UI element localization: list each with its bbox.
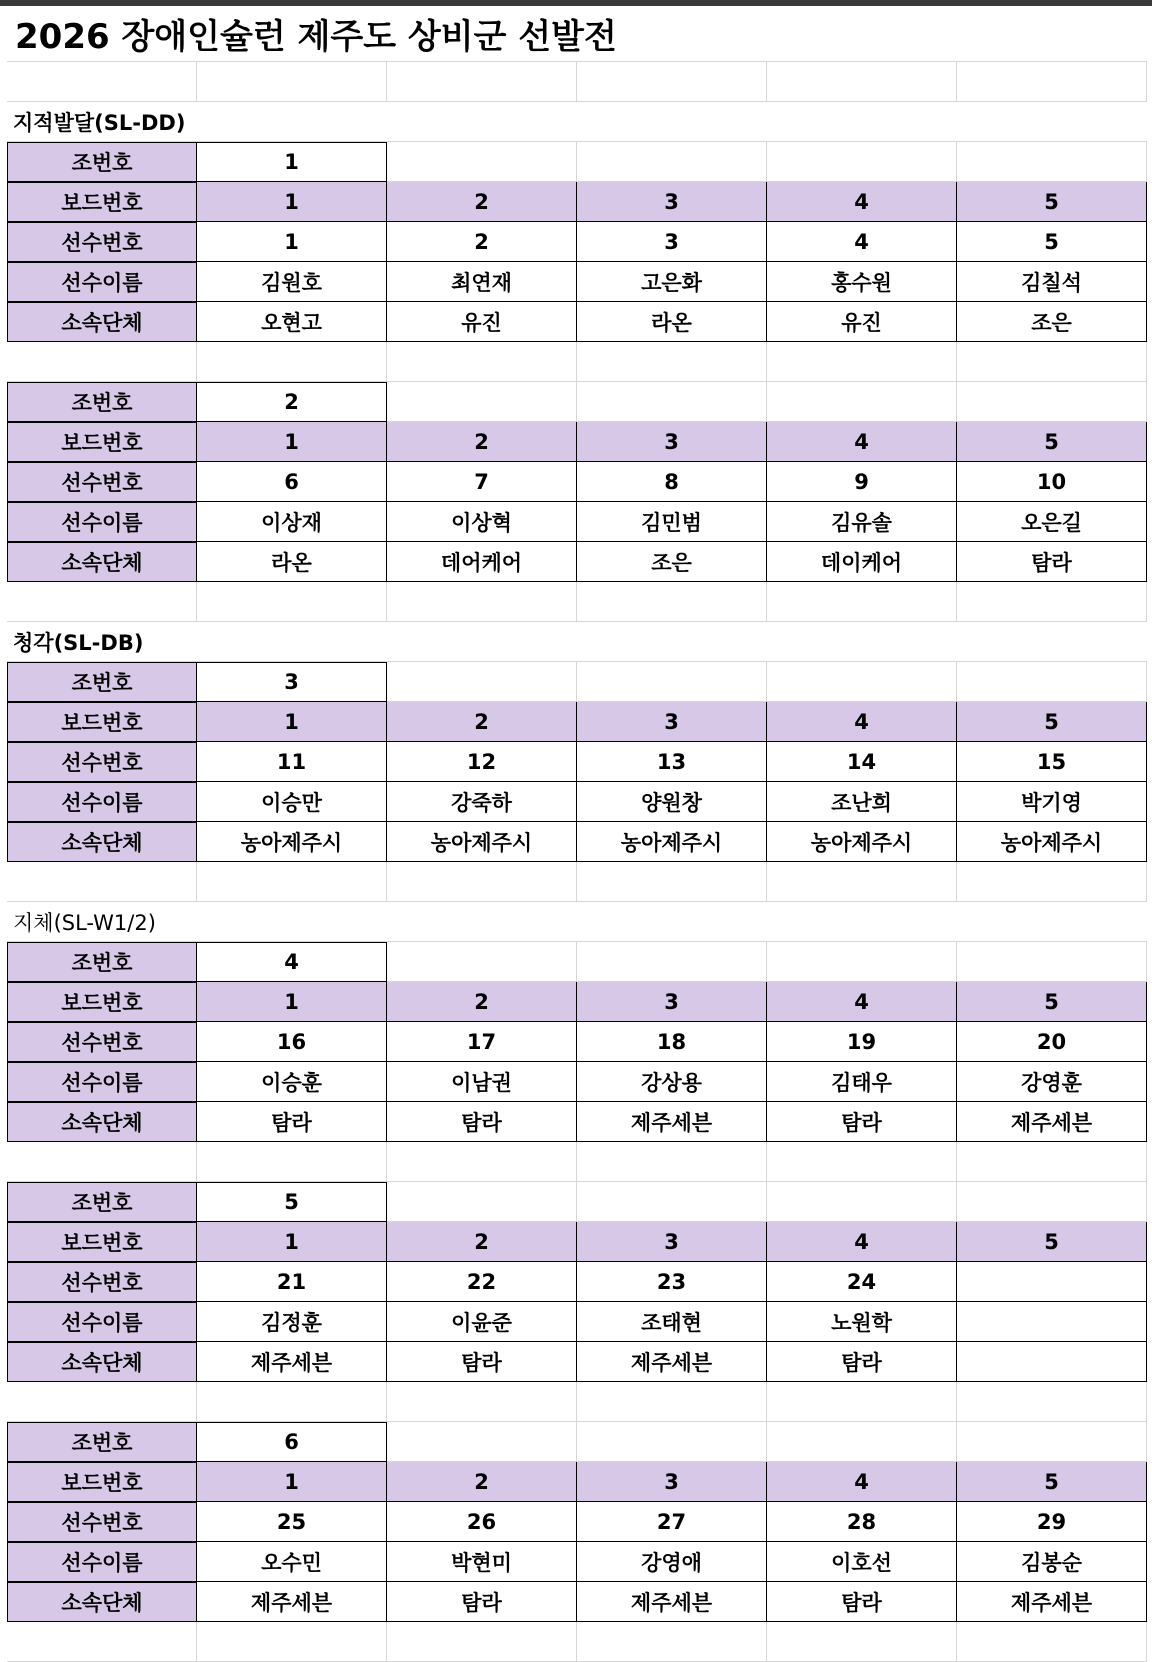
player-no-row-cell[interactable]: 5 (957, 222, 1147, 262)
empty-cell[interactable] (577, 662, 767, 702)
title-row (0, 6, 1152, 62)
board-row-cell[interactable]: 1 (197, 702, 387, 742)
affiliation-row-cell[interactable]: 데이케어 (767, 542, 957, 582)
player-name-row-cell[interactable]: 강상용 (577, 1062, 767, 1102)
empty-cell[interactable] (767, 142, 957, 182)
player-no-row-cell[interactable]: 3 (577, 222, 767, 262)
affiliation-row (0, 822, 1152, 862)
empty-cell[interactable] (387, 142, 577, 182)
player-no-row-cell[interactable]: 7 (387, 462, 577, 502)
player-name-row-cell[interactable]: 강영훈 (957, 1062, 1147, 1102)
board-row-cell[interactable]: 5 (957, 422, 1147, 462)
board-row-label[interactable]: 보드번호 (7, 1462, 197, 1502)
group-row (0, 382, 1152, 422)
player-no-row (0, 462, 1152, 502)
empty-cell[interactable] (577, 1422, 767, 1462)
empty-cell[interactable] (767, 1182, 957, 1222)
affiliation-row-cell[interactable]: 제주세븐 (577, 1582, 767, 1622)
player-no-row-label[interactable]: 선수번호 (7, 1022, 197, 1062)
player-no-row-cell[interactable]: 28 (767, 1502, 957, 1542)
player-no-row-cell[interactable]: 19 (767, 1022, 957, 1062)
board-row-cell[interactable]: 1 (197, 982, 387, 1022)
spacer-row (0, 1622, 1152, 1662)
player-name-row-cell[interactable]: 김봉순 (957, 1542, 1147, 1582)
affiliation-row-cell[interactable]: 오현고 (197, 302, 387, 342)
affiliation-row-label[interactable]: 소속단체 (7, 1102, 197, 1142)
group-number[interactable]: 2 (197, 382, 387, 422)
player-no-row-label[interactable]: 선수번호 (7, 1502, 197, 1542)
board-row-cell[interactable]: 1 (197, 1462, 387, 1502)
empty-cell[interactable] (767, 1142, 957, 1182)
player-no-row-cell[interactable]: 14 (767, 742, 957, 782)
board-row-cell[interactable]: 1 (197, 422, 387, 462)
board-row (0, 982, 1152, 1022)
player-name-row-cell[interactable]: 김태우 (767, 1062, 957, 1102)
affiliation-row-cell[interactable]: 농아제주시 (197, 822, 387, 862)
affiliation-row-cell[interactable]: 탐라 (387, 1342, 577, 1382)
affiliation-row-cell[interactable]: 탐라 (767, 1342, 957, 1382)
player-no-row-cell[interactable]: 20 (957, 1022, 1147, 1062)
affiliation-row-cell[interactable]: 농아제주시 (957, 822, 1147, 862)
empty-cell[interactable] (7, 62, 197, 102)
board-row-cell[interactable]: 2 (387, 982, 577, 1022)
player-no-row (0, 1262, 1152, 1302)
affiliation-row (0, 1342, 1152, 1382)
group-row (0, 662, 1152, 702)
player-no-row-cell[interactable]: 1 (197, 222, 387, 262)
group-row (0, 1182, 1152, 1222)
player-no-row-cell[interactable] (957, 1262, 1147, 1302)
board-row-cell[interactable]: 2 (387, 702, 577, 742)
group-label[interactable]: 조번호 (7, 662, 197, 702)
affiliation-row-cell[interactable]: 농아제주시 (387, 822, 577, 862)
player-name-row-cell[interactable]: 이상재 (197, 502, 387, 542)
player-no-row-cell[interactable]: 12 (387, 742, 577, 782)
affiliation-row-cell[interactable]: 제주세븐 (197, 1582, 387, 1622)
empty-cell[interactable] (387, 942, 577, 982)
group-label[interactable]: 조번호 (7, 1182, 197, 1222)
empty-cell[interactable] (387, 662, 577, 702)
affiliation-row-cell[interactable]: 탐라 (197, 1102, 387, 1142)
empty-cell[interactable] (197, 1142, 387, 1182)
affiliation-row-label[interactable]: 소속단체 (7, 542, 197, 582)
empty-cell[interactable] (7, 1622, 197, 1662)
empty-cell[interactable] (577, 142, 767, 182)
player-name-row (0, 262, 1152, 302)
group-number[interactable]: 3 (197, 662, 387, 702)
empty-cell[interactable] (197, 862, 387, 902)
empty-cell[interactable] (7, 1142, 197, 1182)
affiliation-row-cell[interactable]: 라온 (577, 302, 767, 342)
affiliation-row-cell[interactable]: 제주세븐 (197, 1342, 387, 1382)
board-row-cell[interactable]: 2 (387, 1462, 577, 1502)
player-no-row-cell[interactable]: 25 (197, 1502, 387, 1542)
empty-cell[interactable] (957, 62, 1147, 102)
spacer-row (0, 1142, 1152, 1182)
affiliation-row-cell[interactable] (957, 1342, 1147, 1382)
player-no-row (0, 1022, 1152, 1062)
group-number[interactable]: 1 (197, 142, 387, 182)
player-no-row-cell[interactable]: 13 (577, 742, 767, 782)
group-row (0, 1422, 1152, 1462)
player-no-row-cell[interactable]: 9 (767, 462, 957, 502)
affiliation-row-cell[interactable]: 농아제주시 (577, 822, 767, 862)
empty-cell[interactable] (387, 1422, 577, 1462)
affiliation-row (0, 1102, 1152, 1142)
player-no-row-cell[interactable]: 21 (197, 1262, 387, 1302)
board-row (0, 702, 1152, 742)
section-row (0, 622, 1152, 662)
affiliation-row-cell[interactable]: 유진 (767, 302, 957, 342)
player-no-row-cell[interactable]: 18 (577, 1022, 767, 1062)
board-row-cell[interactable]: 5 (957, 1222, 1147, 1262)
empty-cell[interactable] (577, 62, 767, 102)
player-no-row-label[interactable]: 선수번호 (7, 462, 197, 502)
board-row-label[interactable]: 보드번호 (7, 182, 197, 222)
board-row-cell[interactable]: 4 (767, 422, 957, 462)
empty-cell[interactable] (767, 1422, 957, 1462)
board-row-cell[interactable]: 2 (387, 182, 577, 222)
player-name-row-cell[interactable]: 이호선 (767, 1542, 957, 1582)
affiliation-row-cell[interactable]: 제주세븐 (957, 1102, 1147, 1142)
empty-cell[interactable] (387, 1182, 577, 1222)
section-row (0, 102, 1152, 142)
board-row-cell[interactable]: 1 (197, 182, 387, 222)
board-row-cell[interactable]: 4 (767, 1462, 957, 1502)
affiliation-row-cell[interactable]: 제주세븐 (577, 1102, 767, 1142)
group-number[interactable]: 6 (197, 1422, 387, 1462)
player-name-row-label[interactable]: 선수이름 (7, 1542, 197, 1582)
affiliation-row-cell[interactable]: 농아제주시 (767, 822, 957, 862)
player-name-row-label[interactable]: 선수이름 (7, 1302, 197, 1342)
empty-cell[interactable] (577, 342, 767, 382)
affiliation-row (0, 302, 1152, 342)
player-no-row-cell[interactable]: 23 (577, 1262, 767, 1302)
player-name-row-label[interactable]: 선수이름 (7, 502, 197, 542)
group-row (0, 942, 1152, 982)
empty-cell[interactable] (197, 582, 387, 622)
player-name-row-label[interactable]: 선수이름 (7, 262, 197, 302)
board-row-cell[interactable]: 5 (957, 702, 1147, 742)
group-label[interactable]: 조번호 (7, 1422, 197, 1462)
empty-cell[interactable] (387, 1142, 577, 1182)
empty-cell[interactable] (767, 342, 957, 382)
group-row (0, 142, 1152, 182)
player-no-row-label[interactable]: 선수번호 (7, 1262, 197, 1302)
empty-cell[interactable] (577, 942, 767, 982)
affiliation-row-cell[interactable]: 탐라 (767, 1582, 957, 1622)
affiliation-row-cell[interactable]: 제주세븐 (577, 1342, 767, 1382)
player-no-row-cell[interactable]: 10 (957, 462, 1147, 502)
board-row-cell[interactable]: 4 (767, 182, 957, 222)
affiliation-row-label[interactable]: 소속단체 (7, 822, 197, 862)
empty-cell[interactable] (197, 62, 387, 102)
empty-cell[interactable] (577, 1622, 767, 1662)
affiliation-row-cell[interactable]: 탐라 (387, 1582, 577, 1622)
empty-cell[interactable] (767, 662, 957, 702)
player-no-row-cell[interactable]: 11 (197, 742, 387, 782)
player-no-row-cell[interactable]: 4 (767, 222, 957, 262)
board-row-cell[interactable]: 3 (577, 982, 767, 1022)
empty-cell[interactable] (957, 862, 1147, 902)
board-row-label[interactable]: 보드번호 (7, 982, 197, 1022)
empty-cell[interactable] (387, 342, 577, 382)
board-row (0, 422, 1152, 462)
affiliation-row (0, 1582, 1152, 1622)
board-row (0, 1222, 1152, 1262)
board-row-cell[interactable]: 2 (387, 422, 577, 462)
spacer-row (0, 862, 1152, 902)
section-heading[interactable]: 지적발달(SL-DD) (7, 102, 1147, 142)
affiliation-row-cell[interactable]: 탐라 (767, 1102, 957, 1142)
player-no-row-cell[interactable]: 8 (577, 462, 767, 502)
player-no-row (0, 1502, 1152, 1542)
player-no-row-cell[interactable]: 26 (387, 1502, 577, 1542)
empty-cell[interactable] (957, 1382, 1147, 1422)
board-row-cell[interactable]: 2 (387, 1222, 577, 1262)
player-name-row-cell[interactable]: 이상혁 (387, 502, 577, 542)
board-row (0, 182, 1152, 222)
affiliation-row-cell[interactable]: 데어케어 (387, 542, 577, 582)
player-name-row-cell[interactable]: 김유솔 (767, 502, 957, 542)
board-row-cell[interactable]: 5 (957, 1462, 1147, 1502)
empty-cell[interactable] (577, 582, 767, 622)
affiliation-row-cell[interactable]: 제주세븐 (957, 1582, 1147, 1622)
group-label[interactable]: 조번호 (7, 142, 197, 182)
empty-cell[interactable] (767, 582, 957, 622)
board-row-cell[interactable]: 4 (767, 982, 957, 1022)
empty-cell[interactable] (387, 862, 577, 902)
player-name-row-cell[interactable]: 김민범 (577, 502, 767, 542)
group-label[interactable]: 조번호 (7, 942, 197, 982)
section-heading[interactable]: 청각(SL-DB) (7, 622, 1147, 662)
spacer-row (0, 342, 1152, 382)
affiliation-row-cell[interactable]: 유진 (387, 302, 577, 342)
player-name-row-cell[interactable]: 강죽하 (387, 782, 577, 822)
empty-cell[interactable] (577, 1382, 767, 1422)
empty-cell[interactable] (767, 1622, 957, 1662)
board-row (0, 1462, 1152, 1502)
board-row-cell[interactable]: 3 (577, 702, 767, 742)
board-row-cell[interactable]: 3 (577, 182, 767, 222)
player-name-row-cell[interactable]: 양원창 (577, 782, 767, 822)
player-no-row (0, 742, 1152, 782)
affiliation-row (0, 542, 1152, 582)
player-name-row-cell[interactable] (957, 1302, 1147, 1342)
player-name-row-cell[interactable]: 조난희 (767, 782, 957, 822)
empty-cell[interactable] (197, 1382, 387, 1422)
affiliation-row-cell[interactable]: 라온 (197, 542, 387, 582)
section-row (0, 902, 1152, 942)
empty-cell[interactable] (957, 1422, 1147, 1462)
player-name-row-cell[interactable]: 최연재 (387, 262, 577, 302)
player-no-row-cell[interactable]: 17 (387, 1022, 577, 1062)
player-name-row-cell[interactable]: 홍수원 (767, 262, 957, 302)
board-row-cell[interactable]: 1 (197, 1222, 387, 1262)
sheet-title[interactable]: 2026 장애인슐런 제주도 상비군 선발전 (7, 6, 1147, 62)
board-row-cell[interactable]: 5 (957, 982, 1147, 1022)
affiliation-row-label[interactable]: 소속단체 (7, 1582, 197, 1622)
affiliation-row-cell[interactable]: 조은 (577, 542, 767, 582)
player-no-row-cell[interactable]: 24 (767, 1262, 957, 1302)
empty-cell[interactable] (767, 942, 957, 982)
player-name-row-cell[interactable]: 이남권 (387, 1062, 577, 1102)
affiliation-row-cell[interactable]: 조은 (957, 302, 1147, 342)
player-name-row-cell[interactable]: 이승훈 (197, 1062, 387, 1102)
empty-cell[interactable] (7, 582, 197, 622)
affiliation-row-cell[interactable]: 탐라 (387, 1102, 577, 1142)
empty-cell[interactable] (387, 582, 577, 622)
empty-cell[interactable] (767, 862, 957, 902)
group-number[interactable]: 5 (197, 1182, 387, 1222)
spacer-row (0, 1382, 1152, 1422)
player-no-row-cell[interactable]: 16 (197, 1022, 387, 1062)
player-no-row-label[interactable]: 선수번호 (7, 222, 197, 262)
empty-cell[interactable] (577, 382, 767, 422)
player-name-row-cell[interactable]: 노원학 (767, 1302, 957, 1342)
player-name-row-cell[interactable]: 조태현 (577, 1302, 767, 1342)
player-name-row (0, 1062, 1152, 1102)
board-row-cell[interactable]: 3 (577, 1462, 767, 1502)
board-row-cell[interactable]: 3 (577, 422, 767, 462)
empty-cell[interactable] (957, 382, 1147, 422)
empty-cell[interactable] (577, 1142, 767, 1182)
empty-cell[interactable] (197, 342, 387, 382)
spacer-row (0, 582, 1152, 622)
board-row-cell[interactable]: 3 (577, 1222, 767, 1262)
empty-cell[interactable] (957, 582, 1147, 622)
board-row-cell[interactable]: 4 (767, 1222, 957, 1262)
empty-cell[interactable] (7, 862, 197, 902)
player-no-row (0, 222, 1152, 262)
empty-cell[interactable] (7, 1382, 197, 1422)
empty-cell[interactable] (957, 1142, 1147, 1182)
player-no-row-cell[interactable]: 27 (577, 1502, 767, 1542)
player-name-row-cell[interactable]: 이윤준 (387, 1302, 577, 1342)
empty-cell[interactable] (387, 382, 577, 422)
empty-cell[interactable] (767, 382, 957, 422)
player-name-row-cell[interactable]: 오은길 (957, 502, 1147, 542)
player-no-row-cell[interactable]: 29 (957, 1502, 1147, 1542)
board-row-label[interactable]: 보드번호 (7, 702, 197, 742)
player-name-row (0, 502, 1152, 542)
empty-cell[interactable] (767, 1382, 957, 1422)
player-name-row-cell[interactable]: 이승만 (197, 782, 387, 822)
player-name-row (0, 1542, 1152, 1582)
affiliation-row-label[interactable]: 소속단체 (7, 1342, 197, 1382)
spacer-row (0, 62, 1152, 102)
empty-cell[interactable] (957, 662, 1147, 702)
player-name-row-cell[interactable]: 고은화 (577, 262, 767, 302)
empty-cell[interactable] (7, 342, 197, 382)
section-heading[interactable]: 지체(SL-W1/2) (7, 902, 1147, 942)
empty-cell[interactable] (957, 1622, 1147, 1662)
empty-cell[interactable] (957, 1182, 1147, 1222)
player-name-row-cell[interactable]: 박기영 (957, 782, 1147, 822)
empty-cell[interactable] (957, 142, 1147, 182)
empty-cell[interactable] (387, 62, 577, 102)
player-name-row (0, 1302, 1152, 1342)
player-no-row-cell[interactable]: 6 (197, 462, 387, 502)
board-row-cell[interactable]: 5 (957, 182, 1147, 222)
empty-cell[interactable] (767, 62, 957, 102)
board-row-label[interactable]: 보드번호 (7, 1222, 197, 1262)
player-name-row-label[interactable]: 선수이름 (7, 782, 197, 822)
player-name-row-cell[interactable]: 김정훈 (197, 1302, 387, 1342)
player-name-row-cell[interactable]: 박현미 (387, 1542, 577, 1582)
player-no-row-cell[interactable]: 22 (387, 1262, 577, 1302)
group-label[interactable]: 조번호 (7, 382, 197, 422)
player-name-row-cell[interactable]: 김원호 (197, 262, 387, 302)
player-no-row-label[interactable]: 선수번호 (7, 742, 197, 782)
empty-cell[interactable] (387, 1382, 577, 1422)
empty-cell[interactable] (577, 862, 767, 902)
board-row-cell[interactable]: 4 (767, 702, 957, 742)
empty-cell[interactable] (387, 1622, 577, 1662)
board-row-label[interactable]: 보드번호 (7, 422, 197, 462)
affiliation-row-cell[interactable]: 탐라 (957, 542, 1147, 582)
player-name-row (0, 782, 1152, 822)
empty-cell[interactable] (577, 1182, 767, 1222)
player-name-row-cell[interactable]: 강영애 (577, 1542, 767, 1582)
empty-cell[interactable] (957, 942, 1147, 982)
player-name-row-cell[interactable]: 김칠석 (957, 262, 1147, 302)
player-no-row-cell[interactable]: 15 (957, 742, 1147, 782)
empty-cell[interactable] (197, 1622, 387, 1662)
player-no-row-cell[interactable]: 2 (387, 222, 577, 262)
group-number[interactable]: 4 (197, 942, 387, 982)
empty-cell[interactable] (957, 342, 1147, 382)
affiliation-row-label[interactable]: 소속단체 (7, 302, 197, 342)
player-name-row-cell[interactable]: 오수민 (197, 1542, 387, 1582)
player-name-row-label[interactable]: 선수이름 (7, 1062, 197, 1102)
spreadsheet (0, 6, 1152, 1662)
